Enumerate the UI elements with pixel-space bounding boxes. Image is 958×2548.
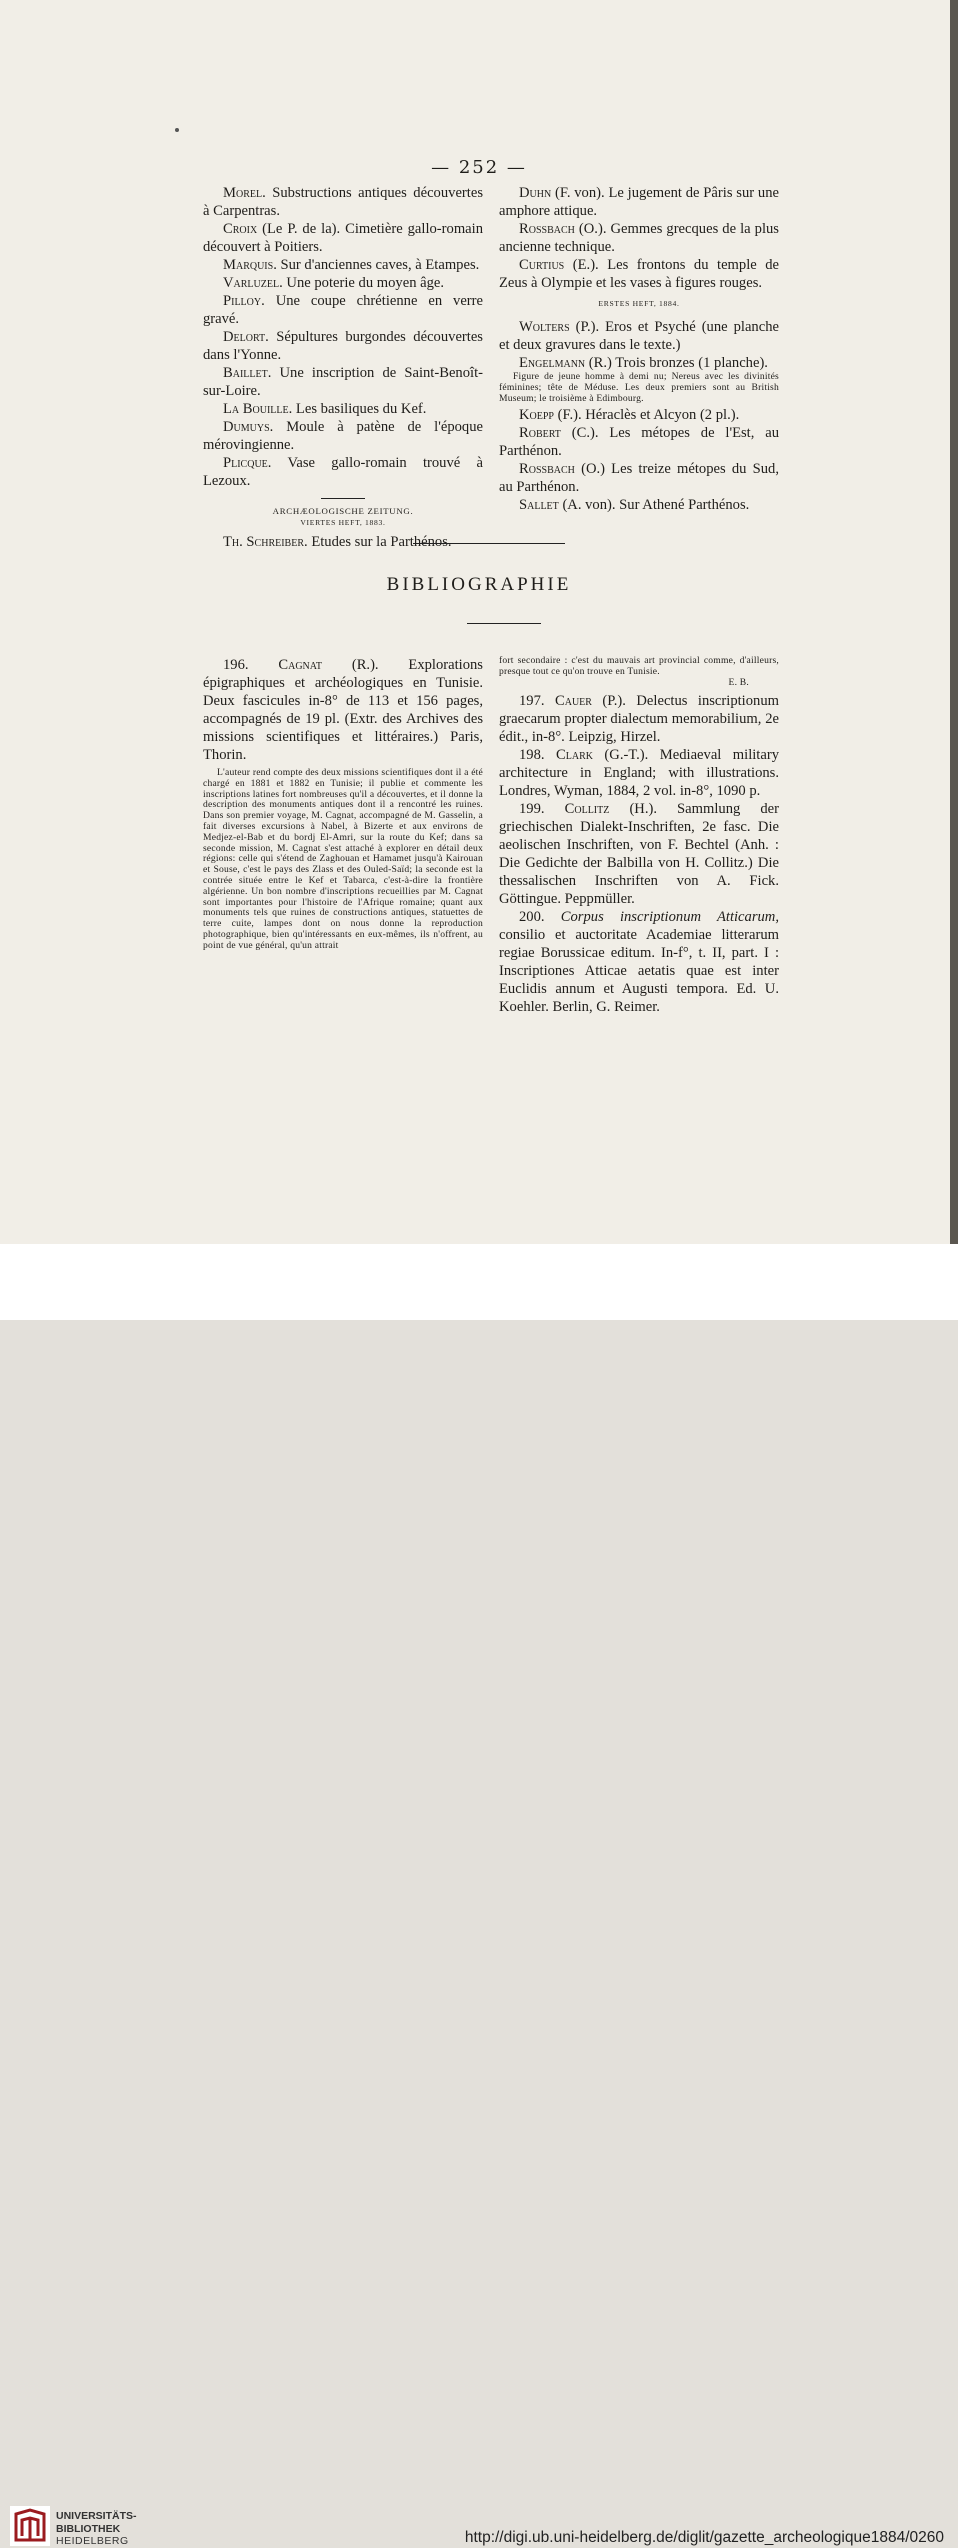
left-column-top [203,184,483,551]
right-entry-list-c [499,406,779,514]
entry-author: Delort. [223,329,269,345]
entry-text: Les basiliques du Kef. [295,401,427,417]
library-name-line: UNIVERSITÄTS- [56,2510,137,2522]
bib-note-196-cont [499,656,779,688]
library-name-line: BIBLIOTHEK [56,2522,121,2535]
entry-text: (R.). Explorations épigraphiques et archéologiques en Tunisie. Deux fascicules in-8° de 113 et 156 pages, accompagnés de 19 pl. (Extr. des Archives des missions scientifiques et littéraires.) Paris, Thorin. [203,657,483,763]
list-entry [203,328,483,364]
library-name[interactable] [56,2510,137,2548]
right-entry-list-b [499,318,779,372]
entry-text: Substructions antiques découvertes à Carpentras. [203,185,483,219]
library-logo-icon[interactable] [10,2506,50,2546]
entry-author: Marquis. [223,257,277,273]
entry-text: Sépultures burgondes découvertes dans l'Yonne. [203,329,483,363]
entry-text: Vase gallo-romain trouvé à Lezoux. [203,455,484,489]
entry-author: Wolters [519,319,570,335]
bib-note-196: L'auteur rend compte des deux missions scientifiques dont il a été chargé en 1881 et 1882 en Tunisie; il publie et commente les inscriptions latines fort nombreuses qu'il a découvertes, et il donne la description des monuments antiques dont il a rencontré les ruines. Dans son premier voyage, M. Cagnat, accompagné de M. Gasselin, a fait diverses excursions à Nabel, à Bizerte et aux environs de Medjez-el-Bab et du bordj El-Amri, sur la route du Kef; dans sa seconde mission, M. Cagnat s'est attaché à explorer en détail deux régions: celle qui s'étend de Zaghouan et Hamamet jusqu'à Kairouan et Souse, c'est le pays des Zlass et des Ouled-Saïd; la seconde est la contrée située entre le Kef et Tabarca, c'est-à-dire la frontière algérienne. Un bon nombre d'inscriptions recueillies par M. Cagnat sont importantes pour l'histoire de l'Afrique romaine; quant aux monuments tels que ruines de constructions antiques, statuettes de terre cuite, lampes dont on nous donne la reproduction photographique, bien qu'intéressants en eux-mêmes, ils n'offrent, au point de vue général, qu'un attrait [203,767,483,951]
entry-text: (P.). Delectus inscriptionum graecarum propter dialectum memorabilium, 2e édit., in-8°. Leipzig, Hirzel. [499,693,779,746]
entry-author: Varluzel. [223,275,283,291]
entry-author: Dumuys. [223,419,274,435]
entry-author: Engelmann [519,355,586,371]
section-rule-bottom [467,623,541,624]
entry-author: Plicque. [223,455,272,471]
left-entry-last [203,533,483,551]
entry-text: (P.). Eros et Psyché (une planche et deux gravures dans le texte.) [499,319,779,353]
entry-text: (F. von). Le jugement de Pâris sur une amphore attique. [499,185,779,219]
entry-author: Rossbach [519,221,575,237]
list-entry [499,256,779,292]
left-entry-list [203,184,483,490]
entry-author: Croix [223,221,258,237]
entry-author: Koepp [519,407,554,424]
journal-issue-right: ERSTES HEFT, 1884. [598,299,680,308]
entry-text: Une inscription de Saint-Benoît-sur-Loire. [203,365,483,399]
list-entry [203,364,483,400]
list-entry [203,274,483,292]
entry-author: Cagnat [278,657,322,673]
right-column-top [499,184,779,514]
entry-author: Pilloy. [223,293,265,309]
entry-author: Sallet [519,497,559,514]
divider [321,498,365,499]
entry-text: (Le P. de la). Cimetière gallo-romain découvert à Poitiers. [203,221,483,255]
list-entry [203,418,483,454]
bib-entry-199 [499,800,779,908]
list-entry [499,496,779,514]
entry-author: Collitz [564,801,610,818]
entry-text: (O.) Les treize métopes du Sud, au Parthénon. [499,461,779,496]
entry-text: consilio et auctoritate Academiae litterarum regiae Borussicae editum. In-f°, t. II, part. I : Inscriptiones Atticae aetatis quae est inter Euclidis annum et Augusti tempora. Ed. U. Koehler. Berlin, G. Reimer. [499,927,779,1016]
permalink-url[interactable]: http://digi.ub.uni-heidelberg.de/diglit/gazette_archeologique1884/0260 [464,2529,944,2546]
entry-text: (E.). Les frontons du temple de Zeus à Olympie et les vases à figures rouges. [499,257,780,291]
list-entry [203,292,483,328]
bib-right-column [499,656,779,1016]
library-name-line: HEIDELBERG [56,2535,129,2547]
journal-title: ARCHÆOLOGISCHE ZEITUNG. [272,506,414,516]
entry-text: (G.-T.). Mediaeval military architecture in England; with illustrations. Londres, Wyman, 1884, 2 vol. in-8°, 1090 p. [499,747,779,800]
document-page [0,0,958,1244]
bib-entry-196 [203,656,483,764]
list-entry [499,406,779,424]
list-entry [203,454,483,490]
list-entry [203,256,483,274]
list-entry [499,424,779,460]
entry-author: Curtius [519,257,565,273]
entry-number: 200. [519,909,545,926]
list-entry [203,400,483,418]
entry-text: Moule à patène de l'époque mérovingienne. [203,419,483,453]
list-entry [499,184,779,220]
page-mark [175,128,179,132]
footer-bar [0,1244,958,2547]
entry-text: (F.). Héraclès et Alcyon (2 pl.). [557,407,740,424]
entry-text: Etudes sur la Parthénos. [311,534,452,550]
entry-author: Th. Schreiber. [223,534,308,550]
list-entry [203,184,483,220]
bib-entry-198 [499,746,779,800]
list-entry [203,220,483,256]
entry-text: Une poterie du moyen âge. [286,275,445,291]
list-entry [499,318,779,354]
section-rule-top [413,543,565,544]
list-entry [499,220,779,256]
bib-entry-200 [499,908,779,1016]
list-entry [499,460,779,496]
note-text: fort secondaire : c'est du mauvais art provincial comme, d'ailleurs, presque tout ce qu'on trouve en Tunisie. [499,655,779,677]
entry-author: Baillet. [223,365,272,381]
entry-author: Cauer [555,693,592,710]
entry-author: Duhn [519,185,552,201]
entry-text: (C.). Les métopes de l'Est, au Parthénon. [499,425,779,460]
entry-text: (A. von). Sur Athené Parthénos. [562,497,750,514]
page-number: — 252 — [431,157,527,178]
entry-author: Clark [556,747,593,764]
entry-text: (R.) Trois bronzes (1 planche). [588,355,768,371]
entry-author: Morel. [223,185,266,201]
right-entry-list-a [499,184,779,292]
entry-number: 198. [519,747,545,764]
engelmann-note: Figure de jeune homme à demi nu; Nereus avec les divinités féminines; tête de Méduse. Les deux premiers sont au British Museum; le troisième à Edimbourg. [499,371,779,404]
entry-author: Rossbach [519,461,575,478]
entry-text: (O.). Gemmes grecques de la plus ancienne technique. [499,221,779,255]
entry-author: Robert [519,425,561,442]
list-entry [499,354,779,372]
entry-number: 197. [519,693,545,710]
bib-left-column [203,656,483,952]
entry-number: 199. [519,801,545,818]
entry-title: Corpus inscriptionum Atticarum, [560,909,779,926]
section-title: BIBLIOGRAPHIE [386,574,572,595]
entry-text: Une coupe chrétienne en verre gravé. [203,293,483,327]
entry-text: (H.). Sammlung der griechischen Dialekt-Inschriften, 2e fasc. Die aeolischen Inschriften, von F. Bechtel (Anh. : Die Gedichte der Balbilla von H. Collitz.) Die thessalischen Inschriften von A. Fick. Göttingue. Peppmüller. [499,801,780,908]
entry-text: Sur d'anciennes caves, à Etampes. [280,257,480,273]
entry-author: La Bouille. [223,401,293,417]
note-signature: E. B. [728,676,749,688]
journal-issue: VIERTES HEFT, 1883. [300,518,386,527]
entry-number: 196. [223,657,249,673]
page-edge [950,0,958,1244]
bib-entry-197 [499,692,779,746]
